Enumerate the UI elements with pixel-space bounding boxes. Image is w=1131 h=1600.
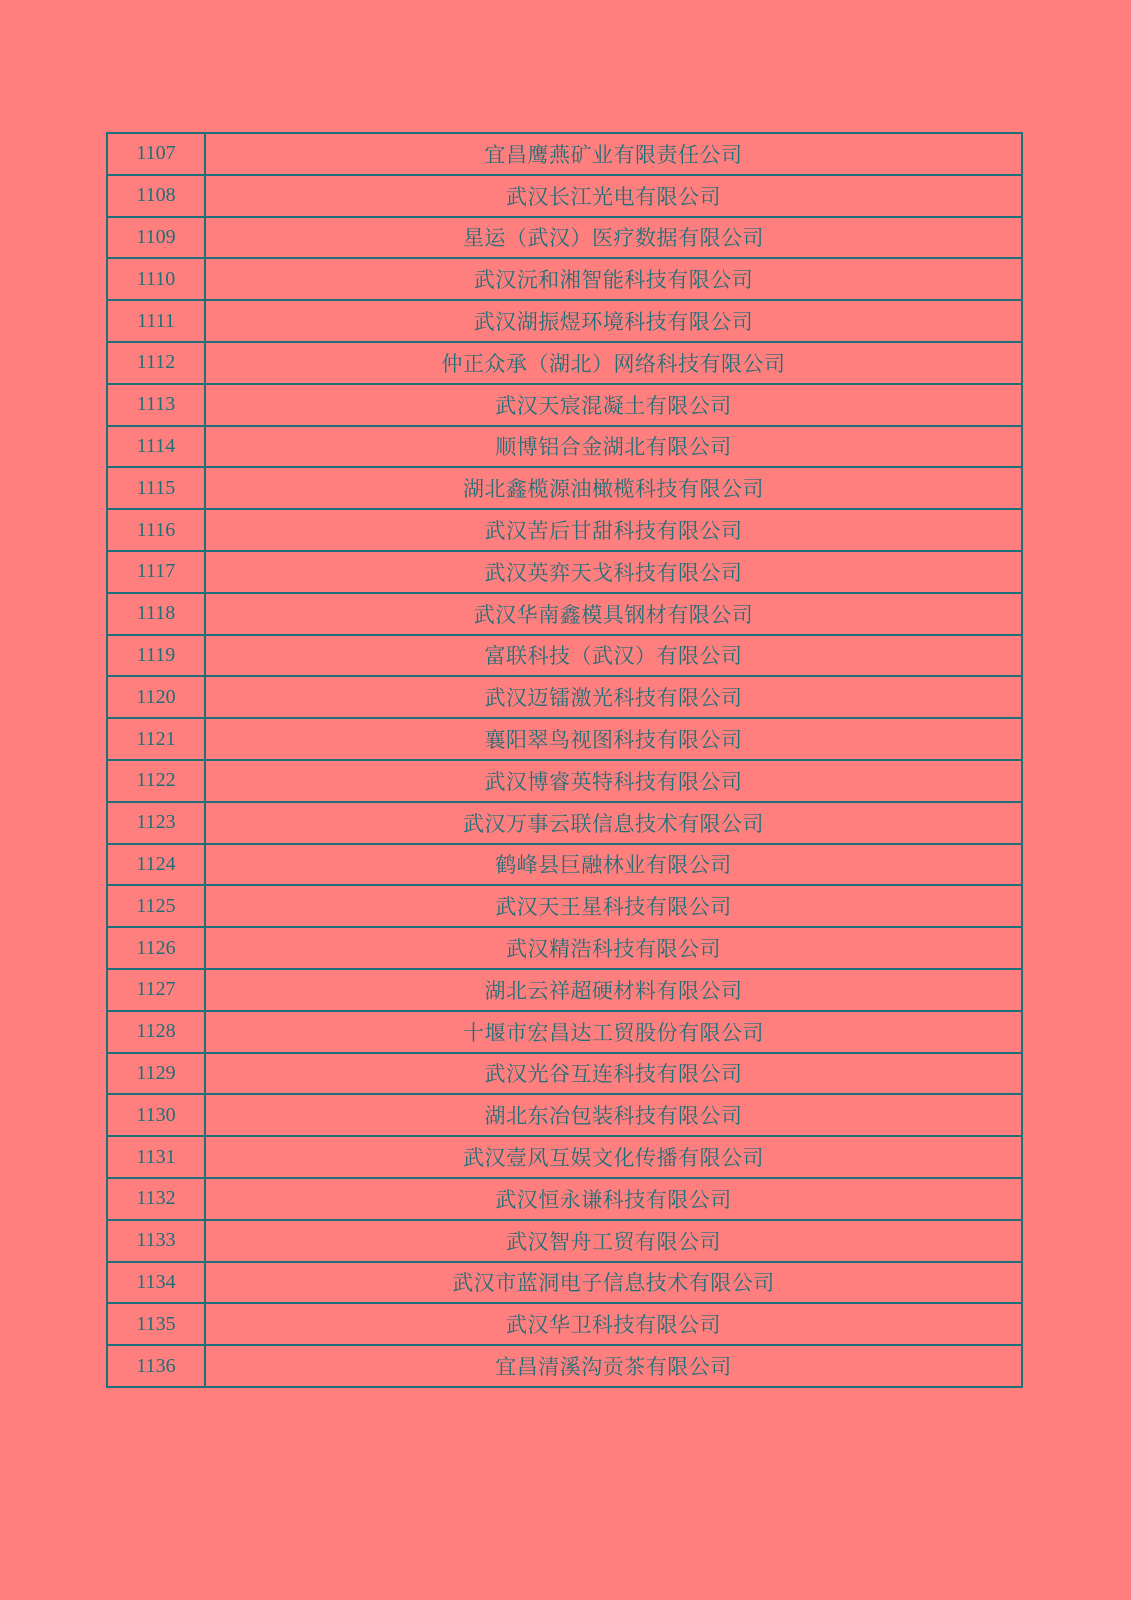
company-name: 武汉精浩科技有限公司 xyxy=(205,927,1022,969)
company-name: 武汉天王星科技有限公司 xyxy=(205,885,1022,927)
table-row xyxy=(107,551,1022,593)
company-name: 武汉迈镭激光科技有限公司 xyxy=(205,676,1022,718)
row-number: 1124 xyxy=(107,844,205,886)
table-row xyxy=(107,1094,1022,1136)
row-number: 1125 xyxy=(107,885,205,927)
row-number: 1136 xyxy=(107,1345,205,1387)
table-row xyxy=(107,635,1022,677)
company-name: 武汉长江光电有限公司 xyxy=(205,175,1022,217)
table-row xyxy=(107,467,1022,509)
row-number: 1117 xyxy=(107,551,205,593)
row-number: 1123 xyxy=(107,802,205,844)
company-name: 武汉智舟工贸有限公司 xyxy=(205,1220,1022,1262)
table-row xyxy=(107,1262,1022,1304)
table-row xyxy=(107,258,1022,300)
table-row xyxy=(107,384,1022,426)
company-name: 富联科技（武汉）有限公司 xyxy=(205,635,1022,677)
row-number: 1132 xyxy=(107,1178,205,1220)
row-number: 1131 xyxy=(107,1136,205,1178)
row-number: 1107 xyxy=(107,133,205,175)
table-row xyxy=(107,593,1022,635)
table-row xyxy=(107,175,1022,217)
company-name: 武汉苦后甘甜科技有限公司 xyxy=(205,509,1022,551)
row-number: 1113 xyxy=(107,384,205,426)
company-list-table xyxy=(106,132,1023,1388)
row-number: 1120 xyxy=(107,676,205,718)
table-row xyxy=(107,1011,1022,1053)
company-name: 武汉天宸混凝土有限公司 xyxy=(205,384,1022,426)
table-row xyxy=(107,509,1022,551)
row-number: 1112 xyxy=(107,342,205,384)
company-name: 武汉万事云联信息技术有限公司 xyxy=(205,802,1022,844)
table-row xyxy=(107,1136,1022,1178)
company-name: 湖北云祥超硬材料有限公司 xyxy=(205,969,1022,1011)
row-number: 1127 xyxy=(107,969,205,1011)
row-number: 1121 xyxy=(107,718,205,760)
table-row xyxy=(107,133,1022,175)
row-number: 1118 xyxy=(107,593,205,635)
table-row xyxy=(107,760,1022,802)
table-row xyxy=(107,802,1022,844)
company-name: 武汉华卫科技有限公司 xyxy=(205,1303,1022,1345)
company-name: 仲正众承（湖北）网络科技有限公司 xyxy=(205,342,1022,384)
company-name: 鹤峰县巨融林业有限公司 xyxy=(205,844,1022,886)
company-name: 襄阳翠鸟视图科技有限公司 xyxy=(205,718,1022,760)
company-name: 武汉湖振煜环境科技有限公司 xyxy=(205,300,1022,342)
company-name: 十堰市宏昌达工贸股份有限公司 xyxy=(205,1011,1022,1053)
row-number: 1134 xyxy=(107,1262,205,1304)
row-number: 1129 xyxy=(107,1053,205,1095)
row-number: 1116 xyxy=(107,509,205,551)
row-number: 1111 xyxy=(107,300,205,342)
table-row xyxy=(107,1220,1022,1262)
company-name: 武汉沅和湘智能科技有限公司 xyxy=(205,258,1022,300)
table-row xyxy=(107,927,1022,969)
company-name: 宜昌鹰燕矿业有限责任公司 xyxy=(205,133,1022,175)
row-number: 1133 xyxy=(107,1220,205,1262)
company-name: 武汉华南鑫模具钢材有限公司 xyxy=(205,593,1022,635)
table-row xyxy=(107,885,1022,927)
table-row xyxy=(107,300,1022,342)
row-number: 1108 xyxy=(107,175,205,217)
company-name: 宜昌清溪沟贡茶有限公司 xyxy=(205,1345,1022,1387)
table-row xyxy=(107,426,1022,468)
table-row xyxy=(107,342,1022,384)
company-name: 武汉恒永谦科技有限公司 xyxy=(205,1178,1022,1220)
row-number: 1135 xyxy=(107,1303,205,1345)
table-row xyxy=(107,217,1022,259)
table-row xyxy=(107,1303,1022,1345)
row-number: 1122 xyxy=(107,760,205,802)
company-name: 湖北鑫榄源油橄榄科技有限公司 xyxy=(205,467,1022,509)
company-name: 武汉英弈天戈科技有限公司 xyxy=(205,551,1022,593)
row-number: 1114 xyxy=(107,426,205,468)
company-name: 湖北东冶包装科技有限公司 xyxy=(205,1094,1022,1136)
table-row xyxy=(107,1178,1022,1220)
company-name: 武汉市蓝洞电子信息技术有限公司 xyxy=(205,1262,1022,1304)
table-row xyxy=(107,1053,1022,1095)
company-list-body xyxy=(107,133,1022,1387)
company-name: 顺博铝合金湖北有限公司 xyxy=(205,426,1022,468)
company-name: 武汉光谷互连科技有限公司 xyxy=(205,1053,1022,1095)
row-number: 1109 xyxy=(107,217,205,259)
table-row xyxy=(107,844,1022,886)
table-row xyxy=(107,969,1022,1011)
row-number: 1119 xyxy=(107,635,205,677)
company-name: 武汉博睿英特科技有限公司 xyxy=(205,760,1022,802)
row-number: 1126 xyxy=(107,927,205,969)
row-number: 1115 xyxy=(107,467,205,509)
company-name: 武汉壹风互娱文化传播有限公司 xyxy=(205,1136,1022,1178)
table-row xyxy=(107,676,1022,718)
company-name: 星运（武汉）医疗数据有限公司 xyxy=(205,217,1022,259)
row-number: 1110 xyxy=(107,258,205,300)
row-number: 1130 xyxy=(107,1094,205,1136)
table-row xyxy=(107,1345,1022,1387)
row-number: 1128 xyxy=(107,1011,205,1053)
table-row xyxy=(107,718,1022,760)
